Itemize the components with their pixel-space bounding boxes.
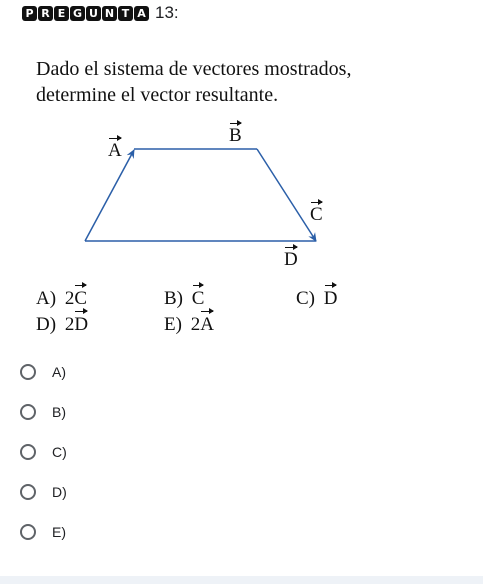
choice-label: A) [52,364,66,380]
question-statement [36,56,436,108]
question-number: 13: [155,3,179,22]
option-letter: C) [296,288,315,309]
choice-label: E) [52,524,66,540]
option-letter: A) [36,288,57,309]
vector-a-line [85,150,134,241]
vector-b-label [229,126,242,146]
vector-a-label [108,141,122,161]
vector-d-label [284,250,298,270]
vector-b-symbol: B [229,125,242,146]
vector-d-symbol: D [284,249,298,270]
vector-c-symbol: C [310,204,323,225]
choice-e[interactable] [20,520,66,544]
option-letter: D) [36,314,57,335]
printed-option-a [36,288,87,310]
badge-letter: P [22,6,37,21]
question-header [22,3,179,23]
radio-button[interactable] [20,444,36,460]
badge-letter: U [86,6,101,21]
option-coef: 2 [190,314,201,335]
badge-letter: R [38,6,53,21]
badge-letter: E [54,6,69,21]
option-vector: A [200,314,214,335]
statement-line-2: determine el vector resultante. [36,84,279,106]
radio-button[interactable] [20,484,36,500]
badge-letter: A [134,6,149,21]
option-vector: C [74,288,87,309]
vector-diagram [0,110,483,280]
option-vector: C [191,288,205,309]
vector-c-line [257,149,316,241]
choice-label: D) [52,484,67,500]
choice-label: B) [52,404,66,420]
pregunta-badges [22,6,149,21]
option-vector: D [323,288,338,309]
choice-d[interactable] [20,480,67,504]
badge-letter: T [118,6,133,21]
vector-c-label [310,205,323,225]
radio-button[interactable] [20,524,36,540]
printed-option-e [164,314,214,336]
option-letter: B) [164,288,183,309]
printed-option-c [296,288,337,310]
option-vector: D [74,314,89,335]
option-letter: E) [164,314,182,335]
choice-a[interactable] [20,360,66,384]
printed-option-b [164,288,204,310]
option-coef: 2 [64,288,75,309]
badge-letter: G [70,6,85,21]
choice-b[interactable] [20,400,66,424]
radio-button[interactable] [20,364,36,380]
option-coef: 2 [64,314,75,335]
choice-c[interactable] [20,440,67,464]
statement-line-1: Dado el sistema de vectores mostrados, [36,58,352,80]
vector-a-symbol: A [108,140,122,161]
footer-bar [0,576,483,584]
radio-button[interactable] [20,404,36,420]
printed-option-d [36,314,88,336]
choice-label: C) [52,444,67,460]
badge-letter: N [102,6,117,21]
